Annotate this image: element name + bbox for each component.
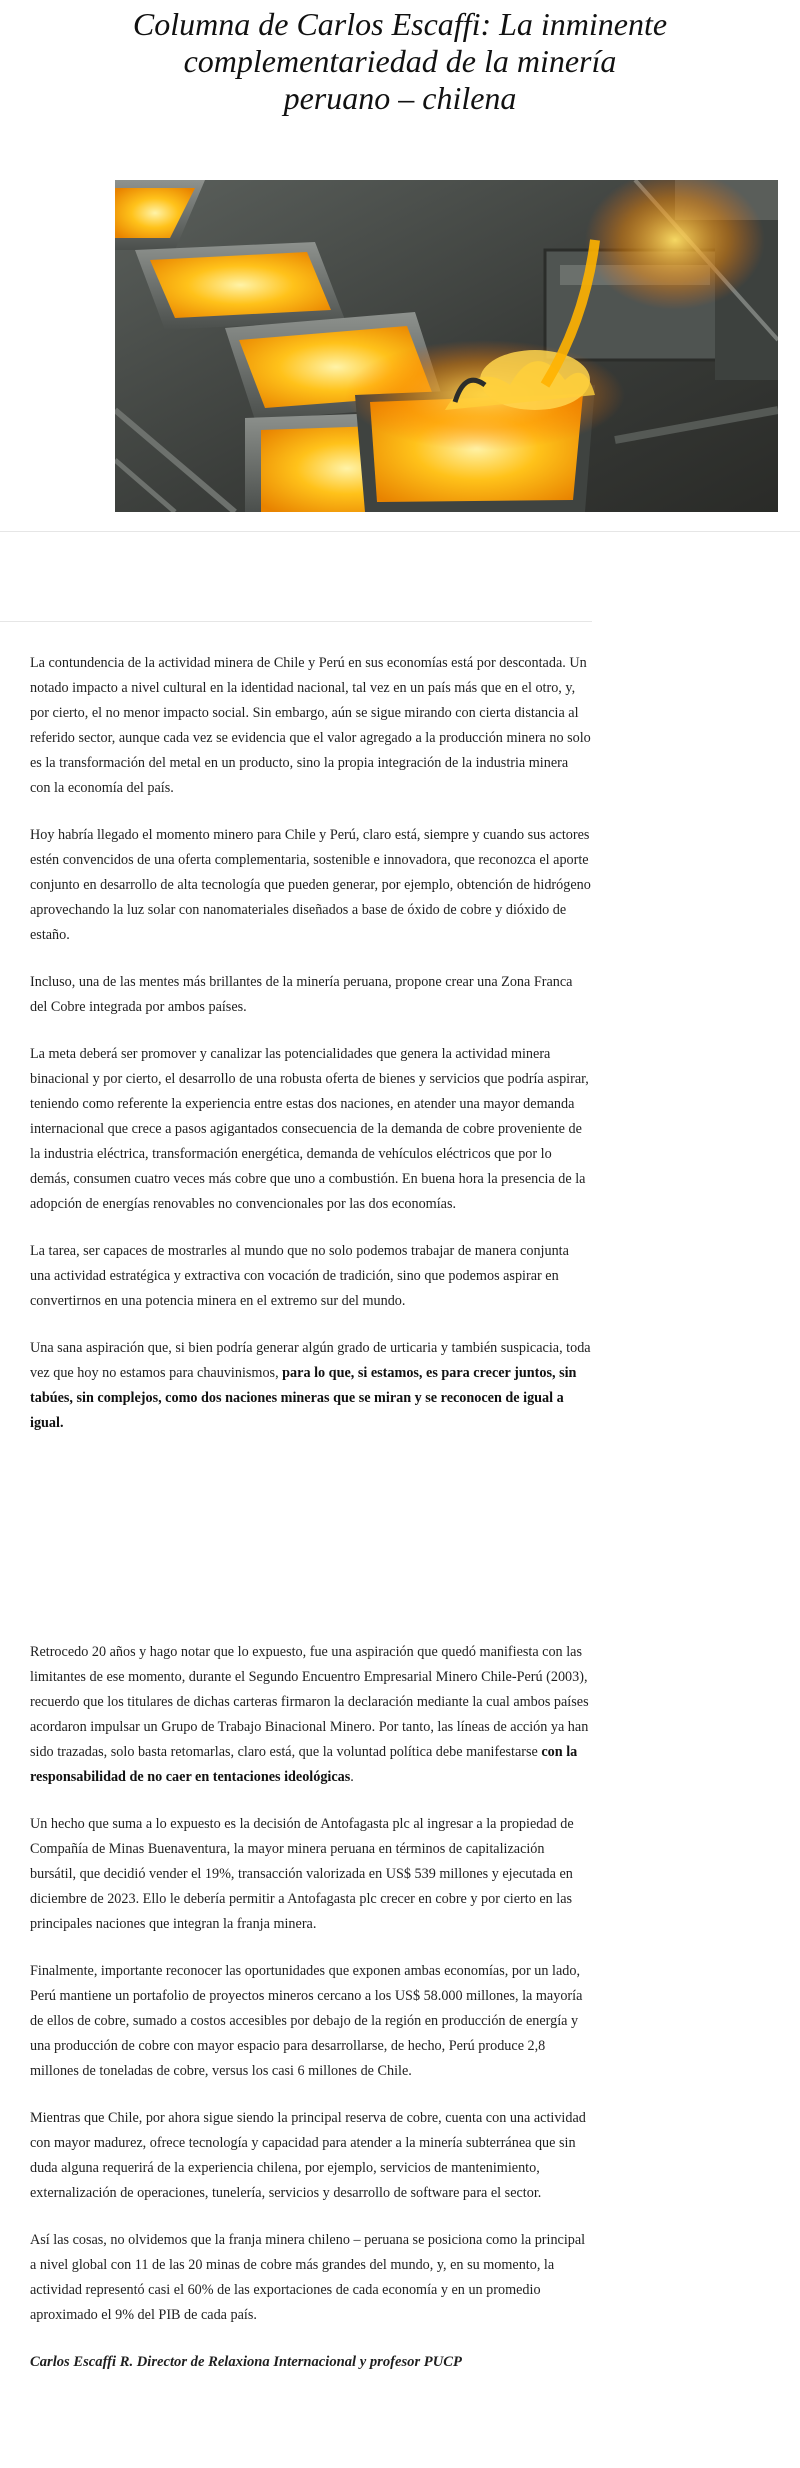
copper-smelting-photo-icon — [115, 180, 778, 512]
article-title: Columna de Carlos Escaffi: La inminente complementariedad de la minería peruano – chilena — [132, 6, 668, 116]
paragraph: Mientras que Chile, por ahora sigue siendo la principal reserva de cobre, cuenta con una actividad con mayor madurez, ofrece tecnología y capacidad para atender a la minería subterránea que sin duda alguna requerirá de la experiencia chilena, por ejemplo, servicios de mantenimiento, externalización de operaciones, tunelería, servicios y desarrollo de software para el sector. — [30, 2110, 586, 2201]
bold-emphasis: para lo que, si estamos, es para crecer juntos, sin tabúes, sin complejos, como dos naciones mineras que se miran y se reconocen de igual a igual. — [30, 1365, 577, 1431]
paragraph: Así las cosas, no olvidemos que la franja minera chileno – peruana se posiciona como la principal a nivel global con 11 de las 20 minas de cobre más grandes del mundo, y, en su momento, la actividad representó casi el 60% de las exportaciones de cada economía y en un promedio aproximado el 9% del PIB de cada país. — [30, 2232, 586, 2323]
paragraph: Una sana aspiración que, si bien podría generar algún grado de urticaria y también suspicacia, toda vez que hoy no estamos para chauvinismos, para lo que, si estamos, es para crecer juntos, sin tabúes, sin complejos, como dos naciones mineras que se miran y se reconocen de igual a igual. — [30, 1340, 591, 1431]
paragraph: Un hecho que suma a lo expuesto es la decisión de Antofagasta plc al ingresar a la propiedad de Compañía de Minas Buenaventura, la mayor minera peruana en términos de capitalización bursátil, que decidió vender el 19%, transacción valorizada en US$ 539 millones y ejecutada en diciembre de 2023. Ello le debería permitir a Antofagasta plc crecer en cobre y por cierto en las principales naciones que integran la franja minera. — [30, 1816, 574, 1932]
paragraph: La tarea, ser capaces de mostrarles al mundo que no solo podemos trabajar de manera conjunta una actividad estratégica y extractiva con vocación de tradición, sino que podemos aspirar en convertirnos en una potencia minera en el extremo sur del mundo. — [30, 1243, 569, 1309]
bold-emphasis: con la responsabilidad de no caer en tentaciones ideológicas — [30, 1744, 578, 1785]
paragraph: La meta deberá ser promover y canalizar las potencialidades que genera la actividad minera binacional y por cierto, el desarrollo de una robusta oferta de bienes y servicios que podría aspirar, teniendo como referente la experiencia entre estas dos naciones, en atender una mayor demanda internacional que crece a pasos agigantados consecuencia de la demanda de cobre proveniente de la industria eléctrica, transformación energética, demanda de vehículos eléctricos que por lo demás, consumen cuatro veces más cobre que uno a combustión. En buena hora la presencia de la adopción de energías renovables no convencionales por las dos economías. — [30, 1046, 589, 1212]
paragraph: Retrocedo 20 años y hago notar que lo expuesto, fue una aspiración que quedó manifiesta con las limitantes de ese momento, durante el Segundo Encuentro Empresarial Minero Chile-Perú (2003), recuerdo que los titulares de dichas carteras firmaron la declaración mediante la cual ambos países acordaron impulsar un Grupo de Trabajo Binacional Minero. Por tanto, las líneas de acción ya han sido trazadas, solo basta retomarlas, claro está, que la voluntad política debe manifestarse con la responsabilidad de no caer en tentaciones ideológicas. — [30, 1644, 589, 1785]
paragraph: La contundencia de la actividad minera de Chile y Perú en sus economías está por descontada. Un notado impacto a nivel cultural en la identidad nacional, tal vez en un país más que en el otro, y, por cierto, el no menor impacto social. Sin embargo, aún se sigue mirando con cierta distancia al referido sector, aunque cada vez se evidencia que el valor agregado a la producción minera no solo es la transformación del metal en un producto, sino la propia integración de la industria minera con la economía del país. — [30, 655, 591, 796]
paragraph: Hoy habría llegado el momento minero para Chile y Perú, claro está, siempre y cuando sus actores estén convencidos de una oferta complementaria, sostenible e innovadora, que reconozca el aporte conjunto en desarrollo de alta tecnología que pueden generar, por ejemplo, obtención de hidrógeno aprovechando la luz solar con nanomateriales diseñados a base de óxido de cobre y dióxido de estaño. — [30, 827, 591, 943]
divider — [0, 531, 800, 532]
article-body-second — [30, 1640, 592, 2397]
article-body-first — [30, 651, 592, 1458]
divider — [0, 621, 592, 622]
author-signature: Carlos Escaffi R. Director de Relaxiona Internacional y profesor PUCP — [30, 2354, 462, 2370]
paragraph: Finalmente, importante reconocer las oportunidades que exponen ambas economías, por un lado, Perú mantiene un portafolio de proyectos mineros cercano a los US$ 58.000 millones, la mayoría de ellos de cobre, sumado a costos accesibles por debajo de la región en producción de energía y una producción de cobre con mayor espacio para desarrollarse, de hecho, Perú produce 2,8 millones de toneladas de cobre, versus los casi 6 millones de Chile. — [30, 1963, 583, 2079]
hero-image — [115, 180, 778, 512]
paragraph: Incluso, una de las mentes más brillantes de la minería peruana, propone crear una Zona Franca del Cobre integrada por ambos países. — [30, 974, 573, 1015]
